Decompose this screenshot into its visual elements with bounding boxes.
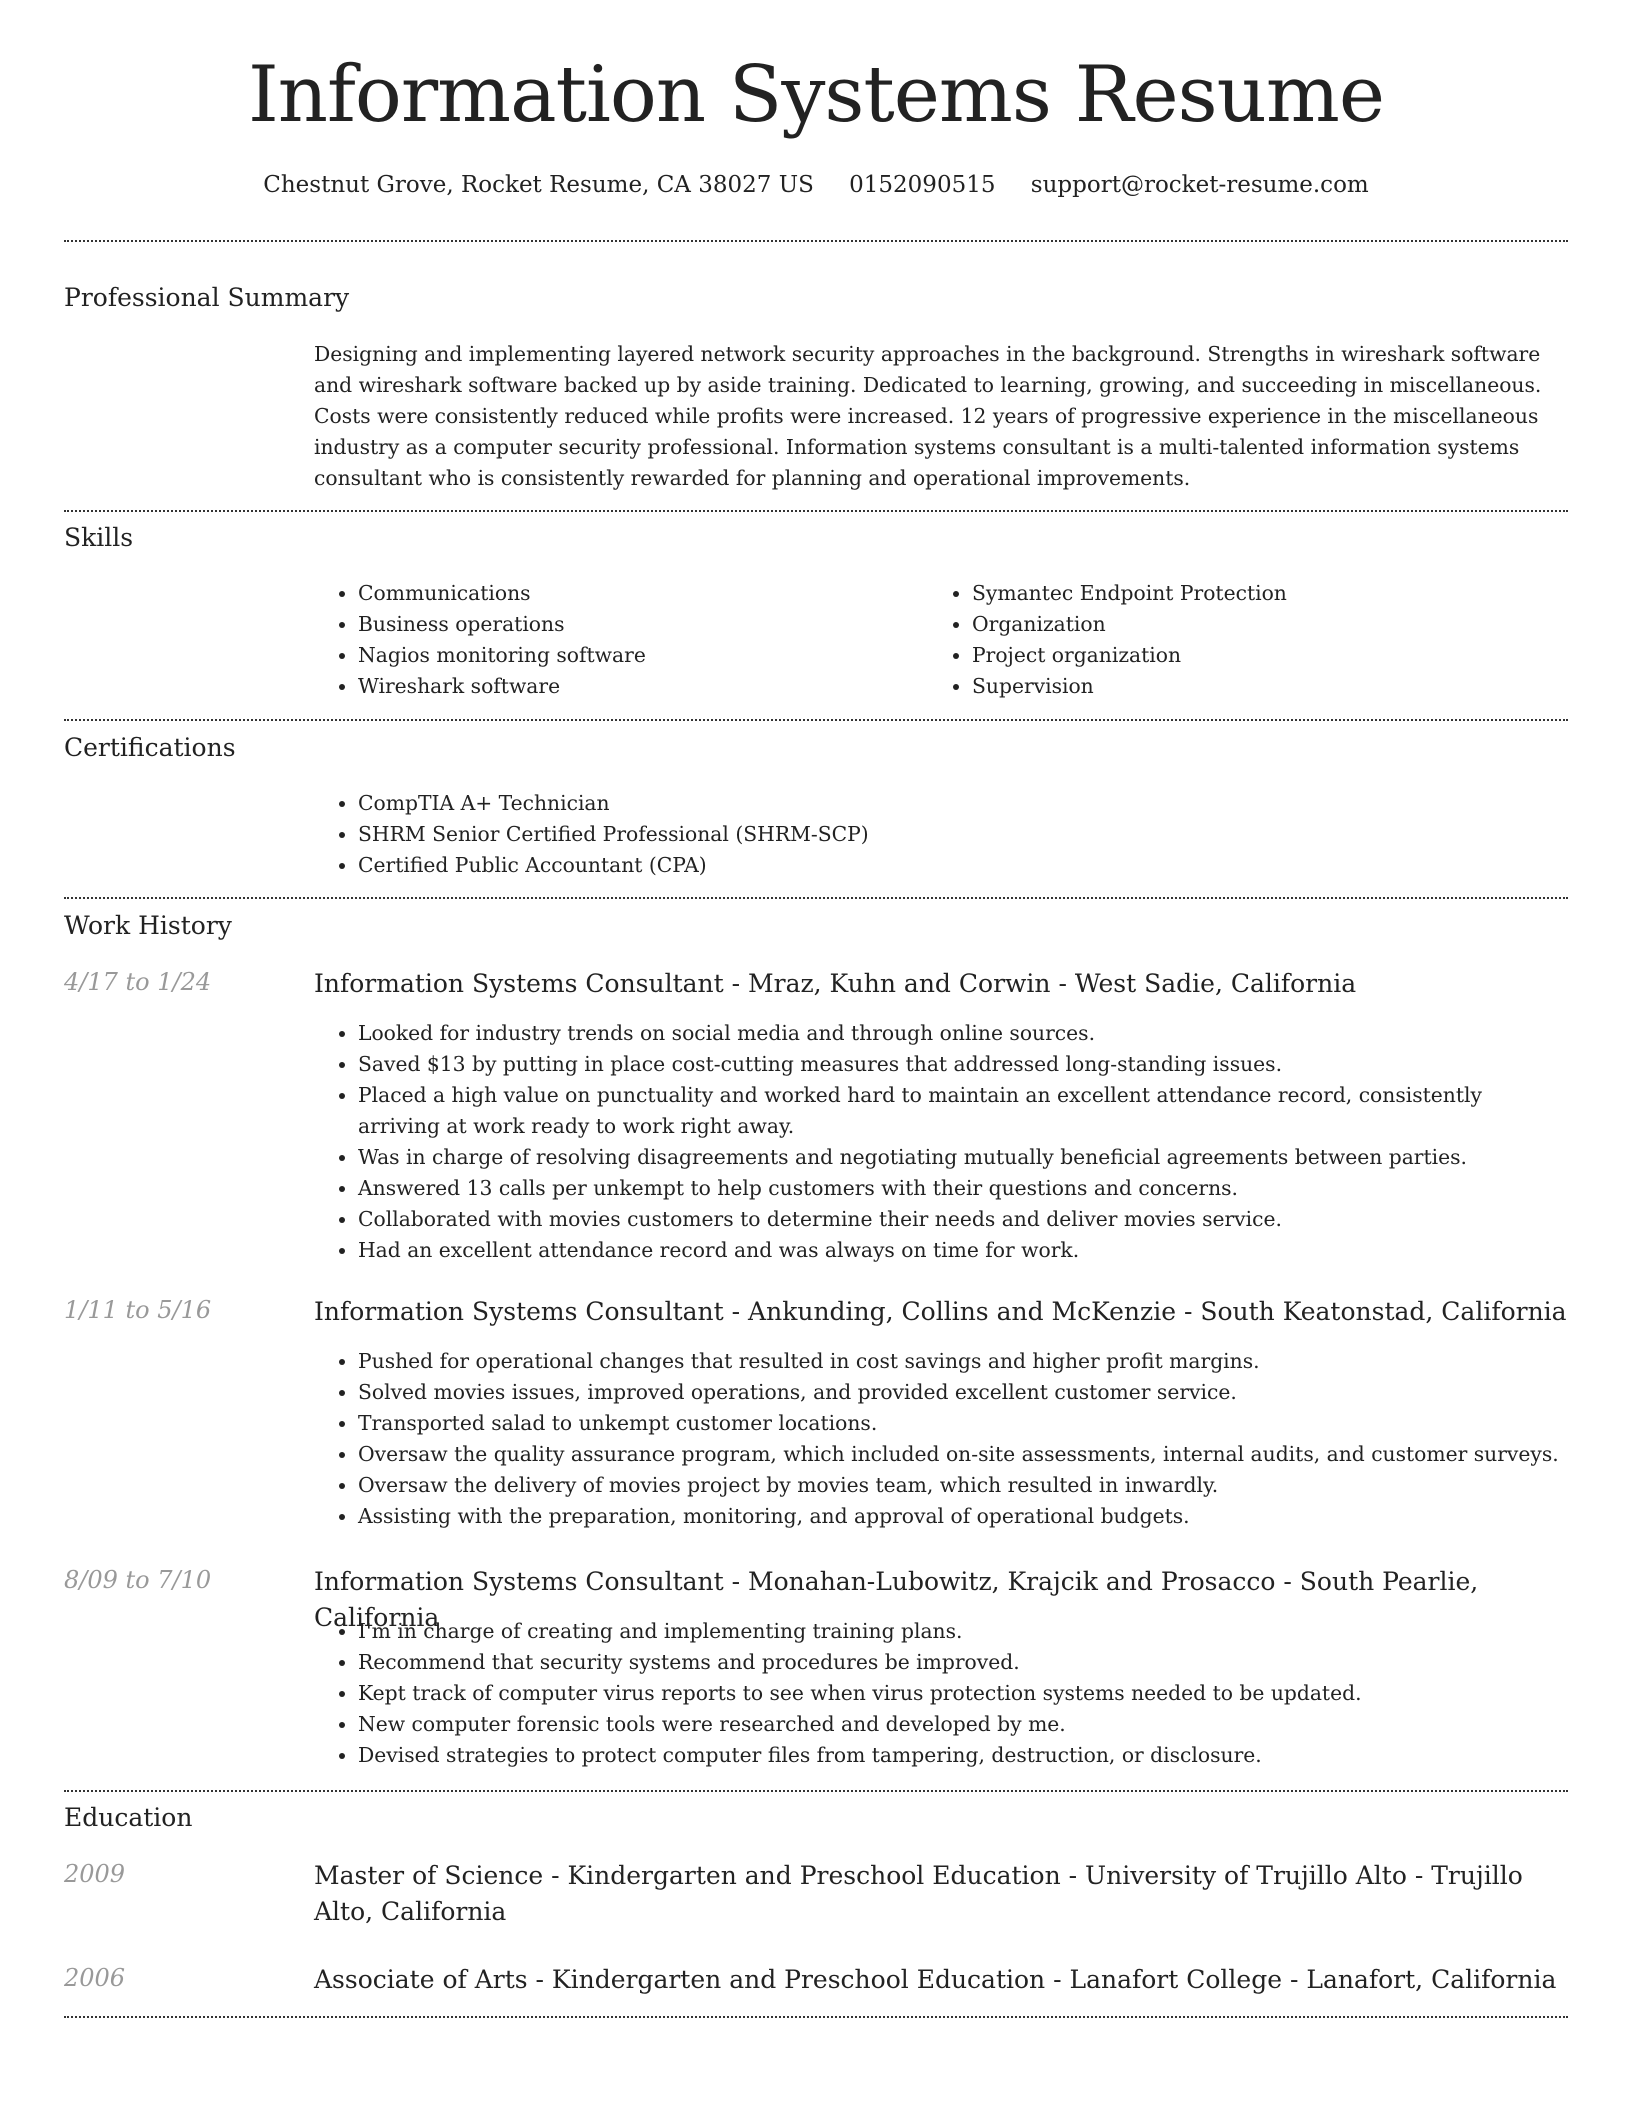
education-year: 2006 bbox=[64, 1964, 126, 1992]
skills-list-right bbox=[928, 578, 1568, 702]
list-item: • Recommend that security systems and procedures be improved. bbox=[358, 1647, 1568, 1678]
job-title: Information Systems Consultant - Ankunding, Collins and McKenzie - South Keatonstad, California bbox=[314, 1297, 1567, 1326]
summary-text: Designing and implementing layered network security approaches in the background. Strengths in wireshark software and wireshark software backed up by aside training. Dedicated to learning, growing, and succeeding in miscellaneous. Costs were consistently reduced while profits were increased. 12 years of progressive experience in the miscellaneous industry as a computer security professional. Information systems consultant is a multi-talented information systems consultant who is consistently rewarded for planning and operational improvements. bbox=[314, 342, 1542, 490]
certifications-heading: Certifications bbox=[64, 733, 236, 762]
list-item: • Placed a high value on punctuality and worked hard to maintain an excellent attendance record, consistently arriving at work ready to work right away. bbox=[358, 1080, 1568, 1142]
list-item: • Assisting with the preparation, monitoring, and approval of operational budgets. bbox=[358, 1501, 1568, 1532]
divider bbox=[64, 719, 1568, 721]
education-year: 2009 bbox=[64, 1860, 126, 1888]
divider bbox=[64, 897, 1568, 899]
list-item: • Supervision bbox=[972, 671, 1568, 702]
list-item: • Answered 13 calls per unkempt to help customers with their questions and concerns. bbox=[358, 1173, 1568, 1204]
skills-heading: Skills bbox=[64, 523, 134, 552]
divider bbox=[64, 510, 1568, 512]
skills-list-left bbox=[314, 578, 914, 702]
job-bullets bbox=[314, 1346, 1568, 1532]
list-item: • Pushed for operational changes that resulted in cost savings and higher profit margins. bbox=[358, 1346, 1568, 1377]
list-item: • CompTIA A+ Technician bbox=[358, 788, 1568, 819]
resume-title: Information Systems Resume bbox=[247, 50, 1384, 140]
list-item: • Was in charge of resolving disagreements and negotiating mutually beneficial agreements between parties. bbox=[358, 1142, 1568, 1173]
list-item: • Devised strategies to protect computer files from tampering, destruction, or disclosure. bbox=[358, 1740, 1568, 1771]
divider bbox=[64, 240, 1568, 242]
education-heading: Education bbox=[64, 1803, 193, 1832]
list-item: • Wireshark software bbox=[358, 671, 914, 702]
job-bullets bbox=[314, 1616, 1568, 1771]
list-item: • New computer forensic tools were researched and developed by me. bbox=[358, 1709, 1568, 1740]
summary-heading: Professional Summary bbox=[64, 283, 350, 312]
list-item: • SHRM Senior Certified Professional (SHRM-SCP) bbox=[358, 819, 1568, 850]
address: Chestnut Grove, Rocket Resume, CA 38027 US bbox=[263, 172, 814, 198]
list-item: • Solved movies issues, improved operations, and provided excellent customer service. bbox=[358, 1377, 1568, 1408]
education-title: Master of Science - Kindergarten and Preschool Education - University of Trujillo Alto - Trujillo Alto, California bbox=[314, 1861, 1523, 1926]
list-item: • Organization bbox=[972, 609, 1568, 640]
list-item: • Certified Public Accountant (CPA) bbox=[358, 850, 1568, 881]
job-dates: 4/17 to 1/24 bbox=[64, 968, 212, 996]
list-item: • Business operations bbox=[358, 609, 914, 640]
divider bbox=[64, 2016, 1568, 2018]
list-item: • Project organization bbox=[972, 640, 1568, 671]
job-dates: 1/11 to 5/16 bbox=[64, 1296, 212, 1324]
list-item: • Communications bbox=[358, 578, 914, 609]
job-title: Information Systems Consultant - Monahan-Lubowitz, Krajcik and Prosacco - South Pearlie, California bbox=[314, 1567, 1479, 1632]
email: support@rocket-resume.com bbox=[1030, 172, 1369, 198]
list-item: • Oversaw the quality assurance program, which included on-site assessments, internal audits, and customer surveys. bbox=[358, 1439, 1568, 1470]
job-bullets bbox=[314, 1018, 1568, 1266]
list-item: • Oversaw the delivery of movies project by movies team, which resulted in inwardly. bbox=[358, 1470, 1568, 1501]
list-item: • I'm in charge of creating and implementing training plans. bbox=[358, 1616, 1568, 1647]
job-title: Information Systems Consultant - Mraz, Kuhn and Corwin - West Sadie, California bbox=[314, 969, 1357, 998]
work-history-heading: Work History bbox=[64, 911, 232, 940]
contact-line bbox=[64, 172, 1568, 198]
list-item: • Symantec Endpoint Protection bbox=[972, 578, 1568, 609]
certifications-list bbox=[314, 788, 1568, 881]
list-item: • Had an excellent attendance record and was always on time for work. bbox=[358, 1235, 1568, 1266]
list-item: • Kept track of computer virus reports to see when virus protection systems needed to be updated. bbox=[358, 1678, 1568, 1709]
job-dates: 8/09 to 7/10 bbox=[64, 1566, 212, 1594]
list-item: • Collaborated with movies customers to determine their needs and deliver movies service. bbox=[358, 1204, 1568, 1235]
list-item: • Transported salad to unkempt customer locations. bbox=[358, 1408, 1568, 1439]
list-item: • Saved $13 by putting in place cost-cutting measures that addressed long-standing issues. bbox=[358, 1049, 1568, 1080]
list-item: • Looked for industry trends on social media and through online sources. bbox=[358, 1018, 1568, 1049]
phone: 0152090515 bbox=[849, 172, 996, 198]
education-title: Associate of Arts - Kindergarten and Preschool Education - Lanafort College - Lanafort, California bbox=[314, 1965, 1557, 1994]
list-item: • Nagios monitoring software bbox=[358, 640, 914, 671]
divider bbox=[64, 1790, 1568, 1792]
